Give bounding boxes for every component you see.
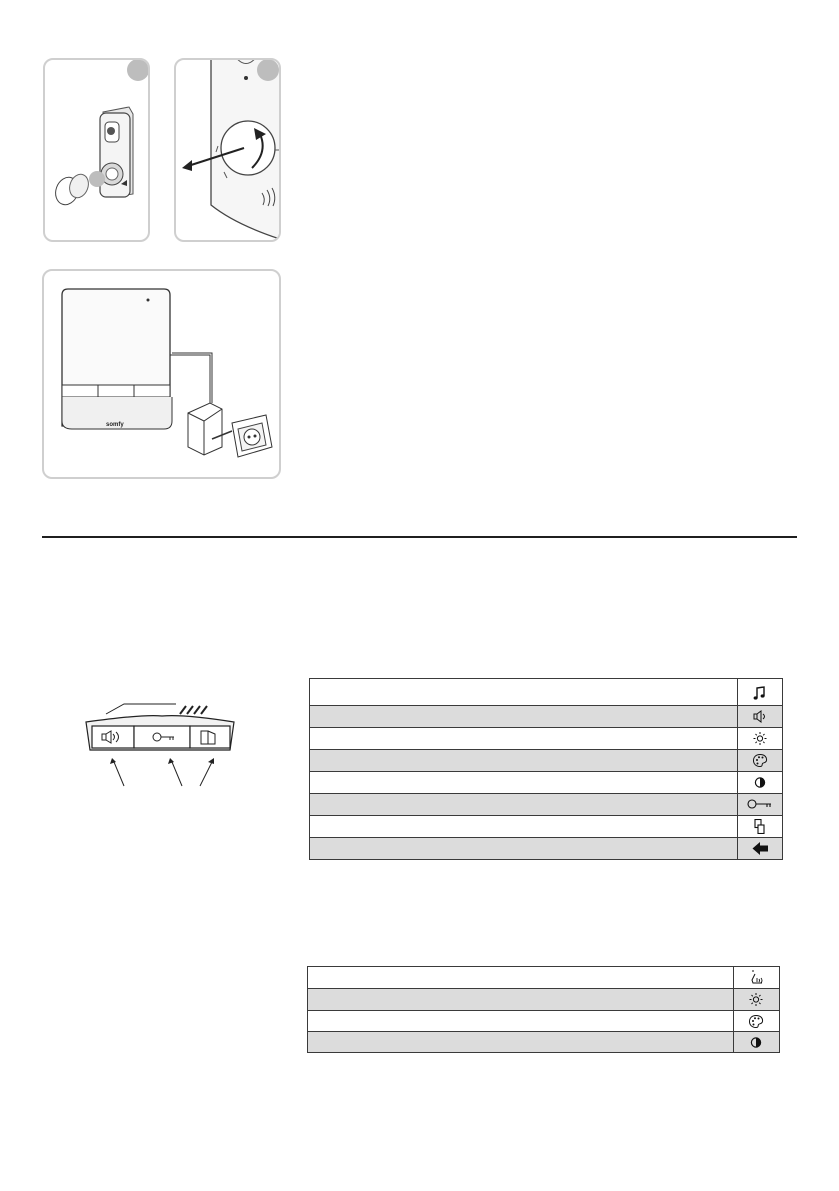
outdoor-unit-drawing (45, 60, 150, 242)
row-icon-cell (734, 1032, 780, 1053)
speaker-volume-icon (753, 709, 768, 724)
row-label (310, 772, 738, 794)
step-badge-2 (257, 60, 279, 81)
table-row (310, 772, 783, 794)
row-label (310, 794, 738, 816)
key-icon (747, 797, 773, 812)
row-icon-cell (738, 679, 783, 706)
row-label (308, 989, 734, 1011)
row-label (308, 967, 734, 989)
color-palette-icon (749, 1014, 764, 1029)
row-label (308, 1011, 734, 1032)
row-label (310, 816, 738, 838)
row-label (310, 750, 738, 772)
table-row (308, 1032, 780, 1053)
row-icon-cell (738, 706, 783, 728)
illustration-indoor-monitor (42, 269, 281, 479)
button-panel-diagram (84, 700, 244, 790)
row-icon-cell (738, 772, 783, 794)
indoor-monitor-drawing (44, 271, 281, 479)
table-row (310, 750, 783, 772)
table-row (310, 816, 783, 838)
back-arrow-icon (752, 841, 769, 856)
row-icon-cell (734, 1011, 780, 1032)
row-icon-cell (738, 838, 783, 860)
row-icon-cell (734, 989, 780, 1011)
sun-brightness-icon (749, 992, 764, 1007)
door-icon (753, 819, 768, 834)
table-row (310, 838, 783, 860)
table-row (308, 1011, 780, 1032)
menu-icon-table (309, 678, 783, 860)
table-row (308, 989, 780, 1011)
illustration-back-plate (174, 58, 281, 242)
table-row (310, 794, 783, 816)
table-row (310, 728, 783, 750)
illustration-outdoor-unit (43, 58, 150, 242)
table-row (308, 967, 780, 989)
section-divider (42, 536, 797, 538)
row-label (310, 679, 738, 706)
row-label (310, 838, 738, 860)
row-label (310, 706, 738, 728)
row-icon-cell (738, 728, 783, 750)
row-label (308, 1032, 734, 1053)
contrast-icon (753, 775, 768, 790)
settings-icon-table (307, 966, 780, 1053)
row-icon-cell (738, 794, 783, 816)
row-icon-cell (738, 750, 783, 772)
table-row (310, 706, 783, 728)
step-badge-1 (127, 60, 149, 81)
table-row (310, 679, 783, 706)
monitor-brand-label: somfy (106, 422, 124, 428)
row-label (310, 728, 738, 750)
music-note-icon (753, 685, 768, 700)
contrast-icon (749, 1035, 764, 1050)
sun-brightness-icon (753, 731, 768, 746)
ring-volume-icon (749, 970, 764, 985)
back-plate-drawing (176, 60, 281, 242)
row-icon-cell (738, 816, 783, 838)
row-icon-cell (734, 967, 780, 989)
color-palette-icon (753, 753, 768, 768)
